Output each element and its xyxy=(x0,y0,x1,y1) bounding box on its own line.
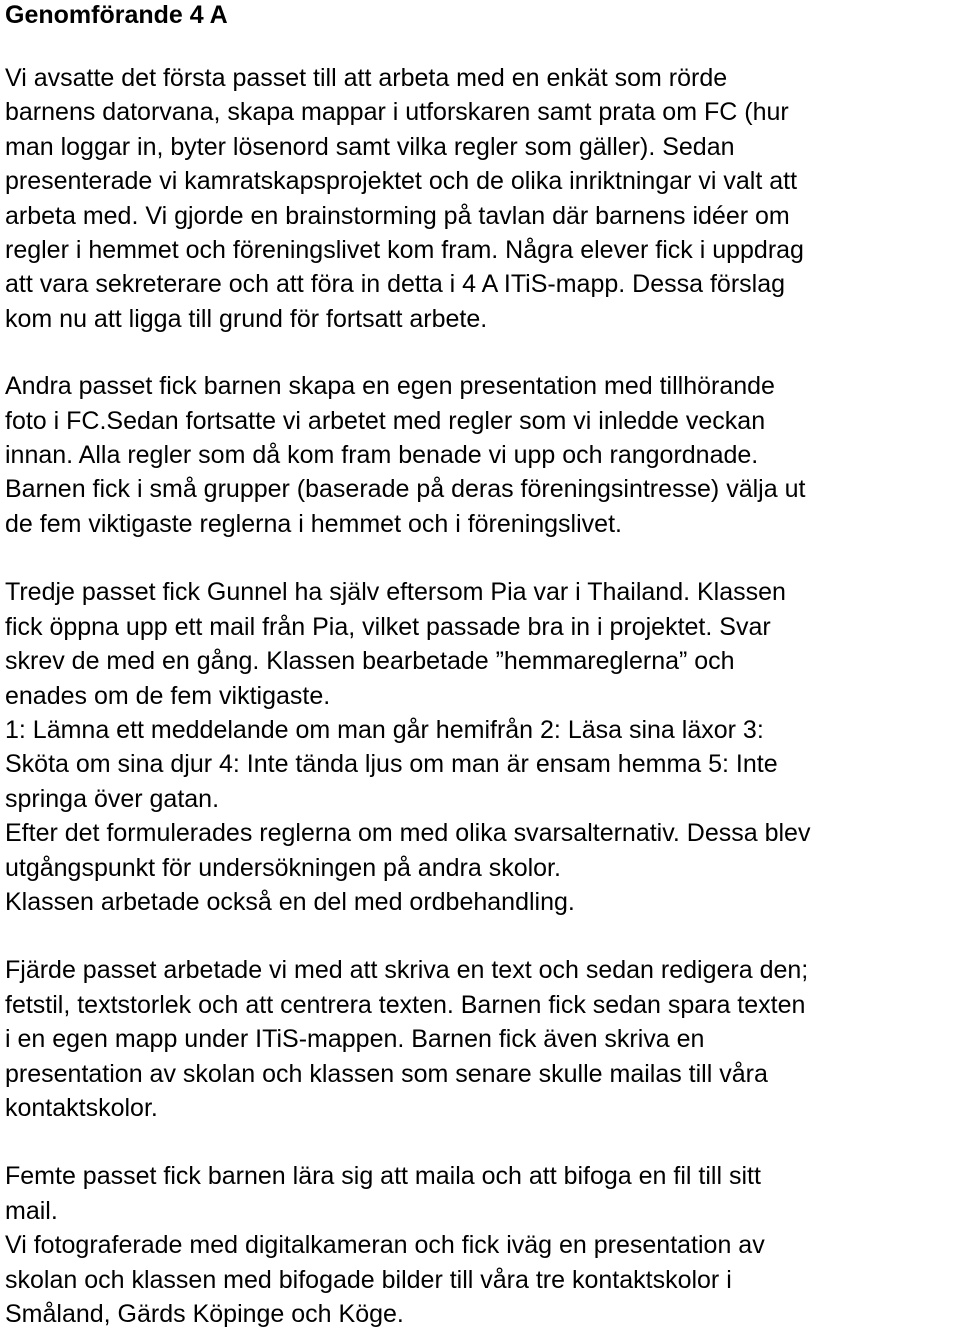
paragraph-first-session xyxy=(5,61,957,336)
text-line: att vara sekreterare och att föra in detta i 4 A ITiS-mapp. Dessa förslag xyxy=(5,270,786,299)
paragraph-fourth-session xyxy=(5,953,957,1125)
paragraph-third-session xyxy=(5,575,957,919)
paragraph-second-session xyxy=(5,369,957,541)
text-line: enades om de fem viktigaste. xyxy=(5,681,331,710)
text-line: barnens datorvana, skapa mappar i utforskaren samt prata om FC (hur xyxy=(5,98,789,127)
text-line: innan. Alla regler som då kom fram benade vi upp och rangordnade. xyxy=(5,441,759,470)
text-line: i en egen mapp under ITiS-mappen. Barnen fick även skriva en xyxy=(5,1025,705,1054)
text-line: Fjärde passet arbetade vi med att skriva en text och sedan redigera den; xyxy=(5,956,809,985)
document-title: Genomförande 4 A xyxy=(5,1,228,29)
text-line: Småland, Gärds Köpinge och Köge. xyxy=(5,1300,404,1328)
text-line: Sköta om sina djur 4: Inte tända ljus om man är ensam hemma 5: Inte xyxy=(5,750,778,779)
document-page xyxy=(5,0,957,1331)
text-line: fick öppna upp ett mail från Pia, vilket passade bra in i projektet. Svar xyxy=(5,612,771,641)
text-line: Efter det formulerades reglerna om med olika svarsalternativ. Dessa blev xyxy=(5,819,811,848)
text-line: springa över gatan. xyxy=(5,784,220,813)
text-line: foto i FC.Sedan fortsatte vi arbetet med regler som vi inledde veckan xyxy=(5,406,766,435)
text-line: Vi fotograferade med digitalkameran och fick iväg en presentation av xyxy=(5,1231,765,1260)
text-line: Tredje passet fick Gunnel ha själv eftersom Pia var i Thailand. Klassen xyxy=(5,578,786,607)
text-line: presentation av skolan och klassen som senare skulle mailas till våra xyxy=(5,1059,768,1088)
text-line: skolan och klassen med bifogade bilder till våra tre kontaktskolor i xyxy=(5,1265,732,1294)
text-line: regler i hemmet och föreningslivet kom fram. Några elever fick i uppdrag xyxy=(5,236,804,265)
text-line: utgångspunkt för undersökningen på andra skolor. xyxy=(5,853,561,882)
paragraph-fifth-session xyxy=(5,1159,957,1331)
text-line: Vi avsatte det första passet till att arbeta med en enkät som rörde xyxy=(5,64,728,92)
text-line: kom nu att ligga till grund för fortsatt arbete. xyxy=(5,304,488,333)
text-line: Andra passet fick barnen skapa en egen presentation med tillhörande xyxy=(5,372,775,401)
text-line: 1: Lämna ett meddelande om man går hemifrån 2: Läsa sina läxor 3: xyxy=(5,715,764,744)
text-line: arbeta med. Vi gjorde en brainstorming på tavlan där barnens idéer om xyxy=(5,201,790,230)
text-line: de fem viktigaste reglerna i hemmet och i föreningslivet. xyxy=(5,509,622,538)
text-line: Klassen arbetade också en del med ordbehandling. xyxy=(5,887,575,916)
text-line: man loggar in, byter lösenord samt vilka regler som gäller). Sedan xyxy=(5,132,735,161)
text-line: kontaktskolor. xyxy=(5,1093,158,1122)
text-line: fetstil, textstorlek och att centrera texten. Barnen fick sedan spara texten xyxy=(5,990,806,1019)
text-line: presenterade vi kamratskapsprojektet och de olika inriktningar vi valt att xyxy=(5,167,798,196)
text-line: Barnen fick i små grupper (baserade på deras föreningsintresse) välja ut xyxy=(5,475,806,504)
text-line: mail. xyxy=(5,1196,58,1225)
text-line: skrev de med en gång. Klassen bearbetade ”hemmareglerna” och xyxy=(5,647,735,676)
text-line: Femte passet fick barnen lära sig att maila och att bifoga en fil till sitt xyxy=(5,1162,761,1191)
